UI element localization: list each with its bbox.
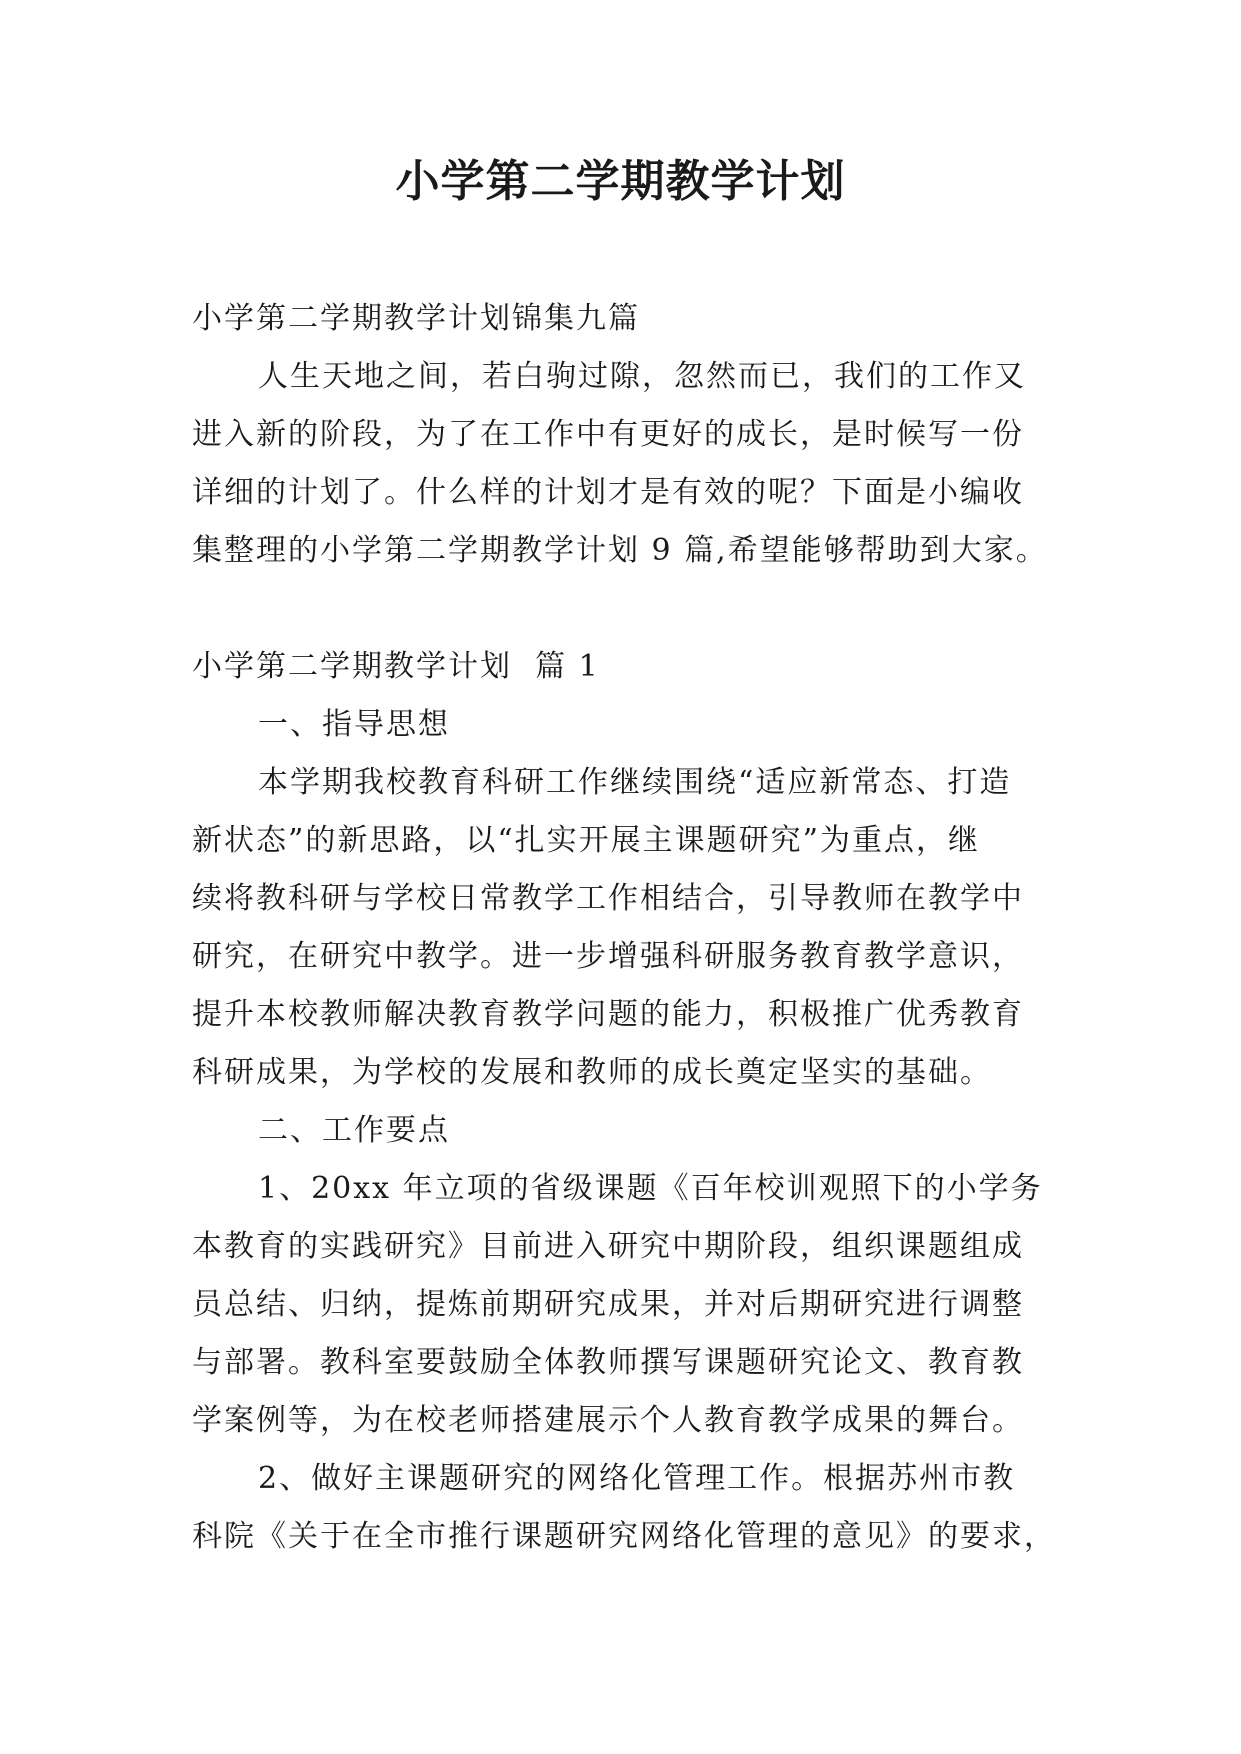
text-line: 学案例等，为在校老师搭建展示个人教育教学成果的舞台。 (192, 1403, 1024, 1438)
text-line: 新状态”的新思路，以“扎实开展主课题研究”为重点，继 (192, 823, 981, 858)
blank-line (192, 580, 1072, 638)
text-line: 人生天地之间，若白驹过隙，忽然而已，我们的工作又 (258, 359, 1026, 394)
text-line: 与部署。教科室要鼓励全体教师撰写课题研究论文、教育教 (192, 1345, 1024, 1380)
text-line: 2、做好主课题研究的网络化管理工作。根据苏州市教 (258, 1461, 1016, 1496)
text-line: 本学期我校教育科研工作继续围绕“适应新常态、打造 (258, 765, 1012, 800)
text-line: 研究，在研究中教学。进一步增强科研服务教育教学意识， (192, 939, 1024, 974)
text-line: 进入新的阶段，为了在工作中有更好的成长，是时候写一份 (192, 417, 1024, 452)
text-line: 科院《关于在全市推行课题研究网络化管理的意见》的要求， (192, 1519, 1056, 1554)
text-line: 详细的计划了。什么样的计划才是有效的呢？下面是小编收 (192, 475, 1024, 510)
text-line: 小学第二学期教学计划锦集九篇 (192, 301, 640, 336)
document-body (192, 290, 1072, 1566)
text-line: 小学第二学期教学计划 篇 1 (192, 649, 600, 684)
text-line: 一、指导思想 (258, 707, 450, 742)
text-line: 提升本校教师解决教育教学问题的能力，积极推广优秀教育 (192, 997, 1024, 1032)
text-line: 本教育的实践研究》目前进入研究中期阶段，组织课题组成 (192, 1229, 1024, 1264)
document-title: 小学第二学期教学计划 (395, 156, 846, 207)
text-line: 二、工作要点 (258, 1113, 450, 1148)
text-line: 1、20xx 年立项的省级课题《百年校训观照下的小学务 (258, 1171, 1043, 1206)
text-line: 员总结、归纳，提炼前期研究成果，并对后期研究进行调整 (192, 1287, 1024, 1322)
text-line: 科研成果，为学校的发展和教师的成长奠定坚实的基础。 (192, 1055, 992, 1090)
text-line: 集整理的小学第二学期教学计划 9 篇,希望能够帮助到大家。 (192, 533, 1048, 568)
text-line: 续将教科研与学校日常教学工作相结合，引导教师在教学中 (192, 881, 1024, 916)
